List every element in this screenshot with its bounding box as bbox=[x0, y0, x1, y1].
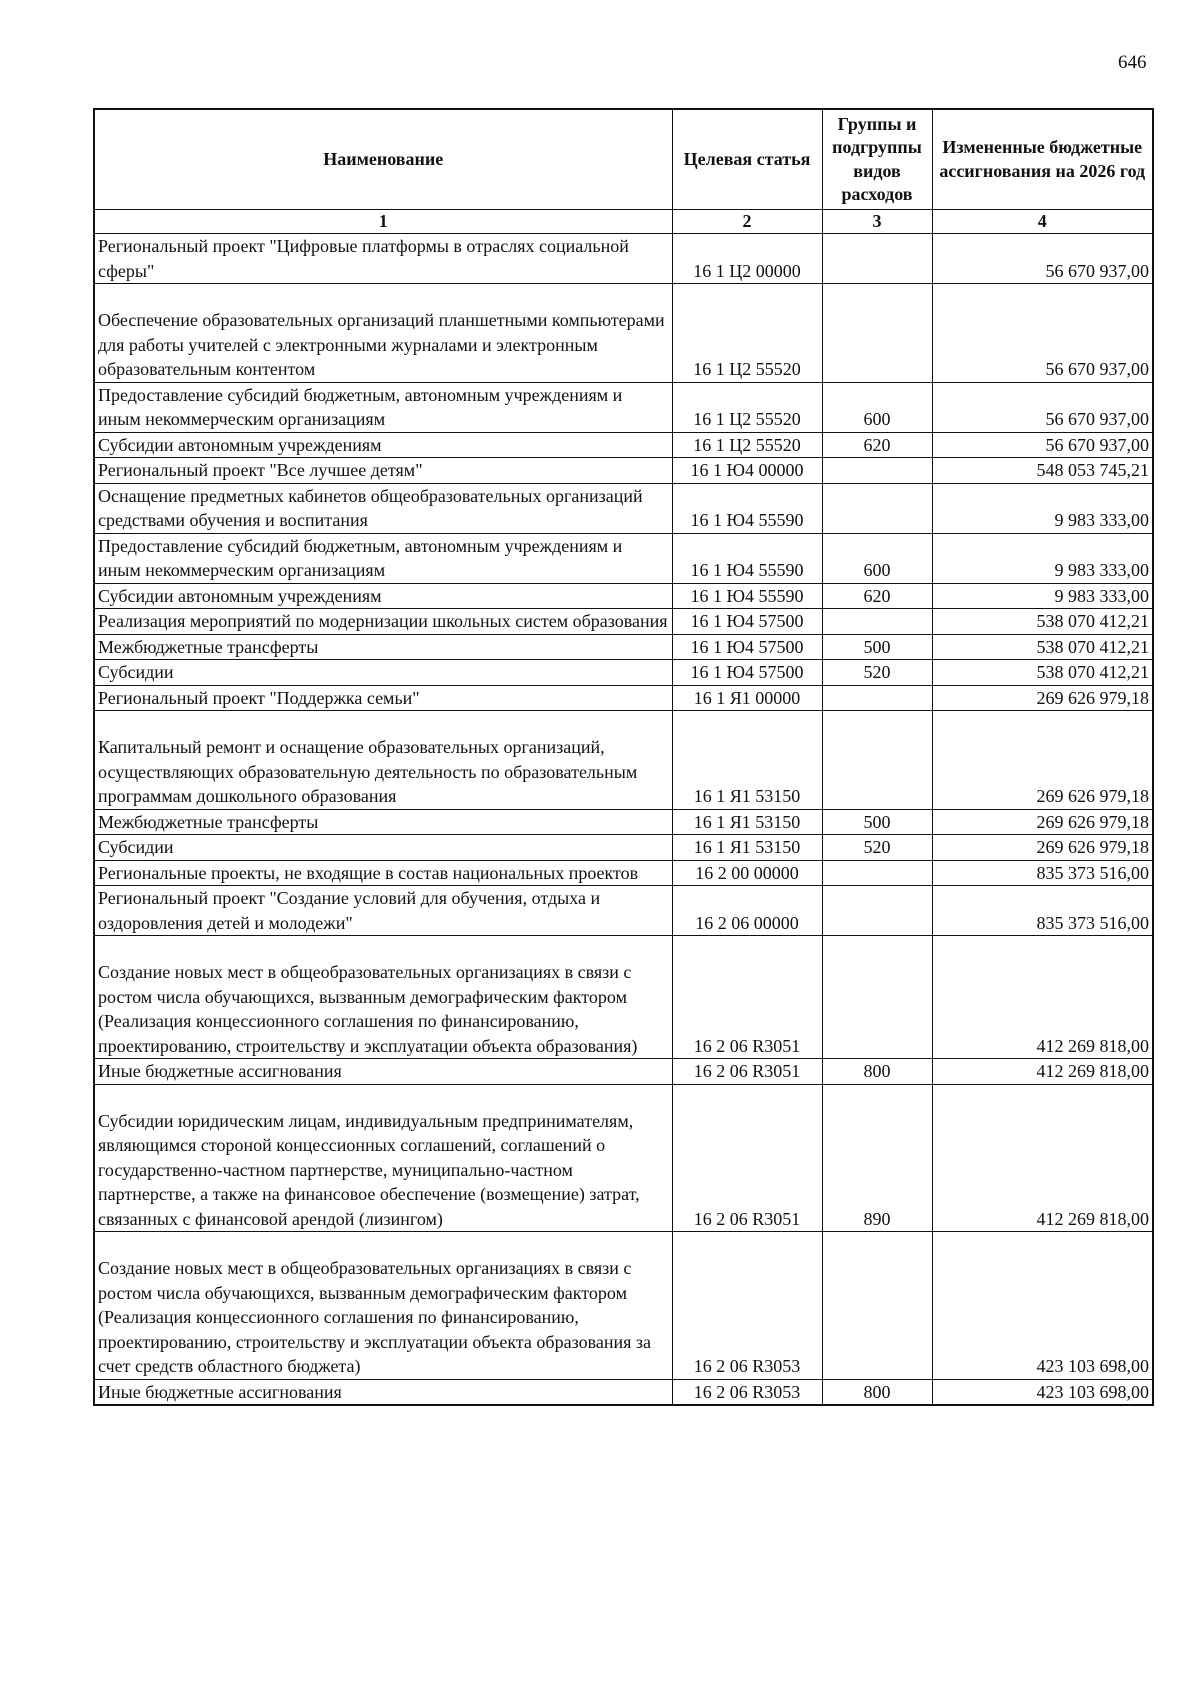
row-amount: 412 269 818,00 bbox=[932, 1084, 1153, 1232]
row-code: 16 1 Ю4 57500 bbox=[672, 609, 822, 635]
row-amount: 835 373 516,00 bbox=[932, 860, 1153, 886]
row-group bbox=[822, 886, 932, 936]
row-name: Межбюджетные трансферты bbox=[94, 809, 672, 835]
row-amount: 269 626 979,18 bbox=[932, 835, 1153, 861]
table-row bbox=[94, 432, 1153, 458]
row-code: 16 1 Я1 53150 bbox=[672, 809, 822, 835]
row-name: Субсидии bbox=[94, 660, 672, 686]
table-row bbox=[94, 382, 1153, 432]
column-number: 3 bbox=[822, 210, 932, 234]
row-code: 16 1 Ю4 57500 bbox=[672, 660, 822, 686]
row-amount: 56 670 937,00 bbox=[932, 234, 1153, 284]
table-row bbox=[94, 809, 1153, 835]
table-row bbox=[94, 284, 1153, 383]
row-group: 500 bbox=[822, 809, 932, 835]
row-name: Региональные проекты, не входящие в состав национальных проектов bbox=[94, 860, 672, 886]
row-amount: 538 070 412,21 bbox=[932, 634, 1153, 660]
column-number: 1 bbox=[94, 210, 672, 234]
row-code: 16 2 06 R3051 bbox=[672, 936, 822, 1059]
row-amount: 9 983 333,00 bbox=[932, 583, 1153, 609]
row-code: 16 2 06 00000 bbox=[672, 886, 822, 936]
column-number-row bbox=[94, 210, 1153, 234]
table-row bbox=[94, 685, 1153, 711]
row-name: Создание новых мест в общеобразовательных организациях в связи с ростом числа обучающихся, вызванным демографическим фактором (Реализация концессионного соглашения по финансированию, проектированию, строительству и эксплуатации объекта образования) bbox=[94, 936, 672, 1059]
row-amount: 412 269 818,00 bbox=[932, 1059, 1153, 1085]
row-amount: 423 103 698,00 bbox=[932, 1232, 1153, 1380]
row-code: 16 1 Ц2 55520 bbox=[672, 284, 822, 383]
row-code: 16 1 Я1 53150 bbox=[672, 711, 822, 810]
table-row bbox=[94, 660, 1153, 686]
table-row bbox=[94, 583, 1153, 609]
row-name: Региональный проект "Создание условий для обучения, отдыха и оздоровления детей и молодежи" bbox=[94, 886, 672, 936]
row-amount: 835 373 516,00 bbox=[932, 886, 1153, 936]
row-group: 520 bbox=[822, 660, 932, 686]
row-group bbox=[822, 711, 932, 810]
row-code: 16 1 Я1 00000 bbox=[672, 685, 822, 711]
table-row bbox=[94, 936, 1153, 1059]
row-group: 890 bbox=[822, 1084, 932, 1232]
row-amount: 56 670 937,00 bbox=[932, 432, 1153, 458]
budget-table bbox=[93, 108, 1154, 1406]
table-row bbox=[94, 483, 1153, 533]
row-group bbox=[822, 234, 932, 284]
row-group bbox=[822, 1232, 932, 1380]
row-code: 16 1 Ц2 00000 bbox=[672, 234, 822, 284]
column-number: 2 bbox=[672, 210, 822, 234]
row-amount: 9 983 333,00 bbox=[932, 533, 1153, 583]
row-amount: 269 626 979,18 bbox=[932, 809, 1153, 835]
row-group: 800 bbox=[822, 1379, 932, 1405]
row-name: Региональный проект "Цифровые платформы в отраслях социальной сферы" bbox=[94, 234, 672, 284]
row-code: 16 1 Я1 53150 bbox=[672, 835, 822, 861]
row-group bbox=[822, 860, 932, 886]
table-row bbox=[94, 634, 1153, 660]
row-group bbox=[822, 685, 932, 711]
row-code: 16 1 Ю4 55590 bbox=[672, 483, 822, 533]
table-row bbox=[94, 533, 1153, 583]
row-name: Обеспечение образовательных организаций планшетными компьютерами для работы учителей с электронными журналами и электронным образовательным контентом bbox=[94, 284, 672, 383]
row-name: Оснащение предметных кабинетов общеобразовательных организаций средствами обучения и воспитания bbox=[94, 483, 672, 533]
row-group bbox=[822, 609, 932, 635]
row-name: Реализация мероприятий по модернизации школьных систем образования bbox=[94, 609, 672, 635]
table-row bbox=[94, 609, 1153, 635]
table-row bbox=[94, 886, 1153, 936]
header-group: Группы и подгруппы видов расходов bbox=[822, 109, 932, 210]
row-amount: 269 626 979,18 bbox=[932, 685, 1153, 711]
row-amount: 423 103 698,00 bbox=[932, 1379, 1153, 1405]
header-amount: Измененные бюджетные ассигнования на 2026 год bbox=[932, 109, 1153, 210]
row-amount: 538 070 412,21 bbox=[932, 609, 1153, 635]
row-code: 16 2 00 00000 bbox=[672, 860, 822, 886]
row-group: 520 bbox=[822, 835, 932, 861]
row-group: 600 bbox=[822, 382, 932, 432]
row-code: 16 1 Ю4 55590 bbox=[672, 533, 822, 583]
row-group bbox=[822, 284, 932, 383]
row-name: Субсидии юридическим лицам, индивидуальным предпринимателям, являющимся стороной концессионных соглашений, соглашений о государственно-частном партнерстве, муниципально-частном партнерстве, а также на финансовое обеспечение (возмещение) затрат, связанных с финансовой арендой (лизингом) bbox=[94, 1084, 672, 1232]
row-amount: 56 670 937,00 bbox=[932, 284, 1153, 383]
row-group: 620 bbox=[822, 583, 932, 609]
row-group: 620 bbox=[822, 432, 932, 458]
row-code: 16 2 06 R3053 bbox=[672, 1379, 822, 1405]
row-amount: 56 670 937,00 bbox=[932, 382, 1153, 432]
table-row bbox=[94, 711, 1153, 810]
table-row bbox=[94, 860, 1153, 886]
row-amount: 412 269 818,00 bbox=[932, 936, 1153, 1059]
row-code: 16 1 Ц2 55520 bbox=[672, 432, 822, 458]
header-name: Наименование bbox=[94, 109, 672, 210]
row-name: Субсидии автономным учреждениям bbox=[94, 432, 672, 458]
row-group: 600 bbox=[822, 533, 932, 583]
table-row bbox=[94, 1084, 1153, 1232]
row-group: 500 bbox=[822, 634, 932, 660]
row-group: 800 bbox=[822, 1059, 932, 1085]
table-row bbox=[94, 835, 1153, 861]
row-code: 16 1 Ц2 55520 bbox=[672, 382, 822, 432]
row-name: Иные бюджетные ассигнования bbox=[94, 1379, 672, 1405]
row-group bbox=[822, 458, 932, 484]
column-number: 4 bbox=[932, 210, 1153, 234]
row-amount: 9 983 333,00 bbox=[932, 483, 1153, 533]
header-row bbox=[94, 109, 1153, 210]
row-name: Субсидии bbox=[94, 835, 672, 861]
row-amount: 269 626 979,18 bbox=[932, 711, 1153, 810]
row-code: 16 1 Ю4 00000 bbox=[672, 458, 822, 484]
header-code: Целевая статья bbox=[672, 109, 822, 210]
table-row bbox=[94, 1379, 1153, 1405]
row-code: 16 2 06 R3053 bbox=[672, 1232, 822, 1380]
row-code: 16 2 06 R3051 bbox=[672, 1059, 822, 1085]
table-row bbox=[94, 1059, 1153, 1085]
row-code: 16 2 06 R3051 bbox=[672, 1084, 822, 1232]
row-amount: 538 070 412,21 bbox=[932, 660, 1153, 686]
row-name: Предоставление субсидий бюджетным, автономным учреждениям и иным некоммерческим организациям bbox=[94, 382, 672, 432]
row-group bbox=[822, 483, 932, 533]
row-name: Капитальный ремонт и оснащение образовательных организаций, осуществляющих образовательную деятельность по образовательным программам дошкольного образования bbox=[94, 711, 672, 810]
row-name: Предоставление субсидий бюджетным, автономным учреждениям и иным некоммерческим организациям bbox=[94, 533, 672, 583]
row-name: Региональный проект "Все лучшее детям" bbox=[94, 458, 672, 484]
row-name: Создание новых мест в общеобразовательных организациях в связи с ростом числа обучающихся, вызванным демографическим фактором (Реализация концессионного соглашения по финансированию, проектированию, строительству и эксплуатации объекта образования за счет средств областного бюджета) bbox=[94, 1232, 672, 1380]
table-row bbox=[94, 234, 1153, 284]
table-row bbox=[94, 1232, 1153, 1380]
row-name: Региональный проект "Поддержка семьи" bbox=[94, 685, 672, 711]
row-code: 16 1 Ю4 55590 bbox=[672, 583, 822, 609]
row-name: Межбюджетные трансферты bbox=[94, 634, 672, 660]
row-name: Иные бюджетные ассигнования bbox=[94, 1059, 672, 1085]
row-amount: 548 053 745,21 bbox=[932, 458, 1153, 484]
row-name: Субсидии автономным учреждениям bbox=[94, 583, 672, 609]
page-number: 646 bbox=[1118, 52, 1147, 73]
row-code: 16 1 Ю4 57500 bbox=[672, 634, 822, 660]
table-row bbox=[94, 458, 1153, 484]
row-group bbox=[822, 936, 932, 1059]
